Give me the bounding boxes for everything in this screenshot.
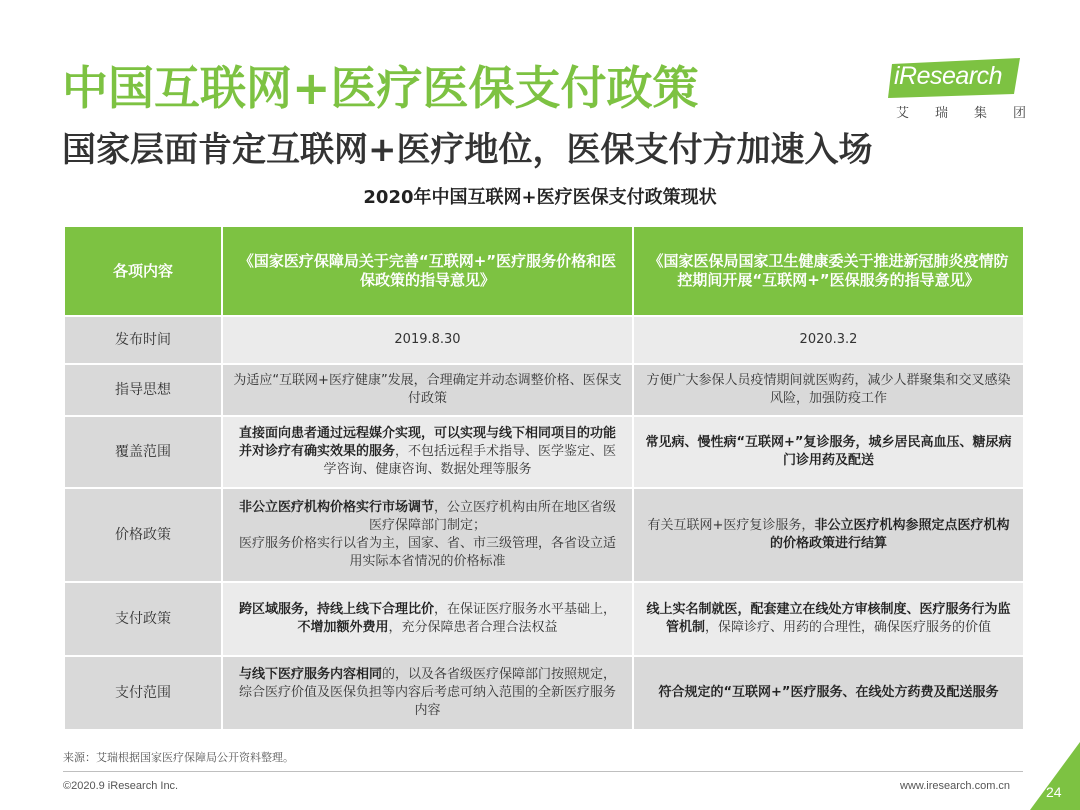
logo-sub-char: 集 [973, 106, 987, 121]
cell-policy-2019 [222, 656, 633, 730]
cell-text: 为适应“互联网+医疗健康”发展，合理确定并动态调整价格、医保支付政策 [233, 373, 622, 406]
cell-text: 有关互联网+医疗复诊服务， [647, 518, 815, 533]
cell-policy-2019 [222, 416, 633, 488]
footer-divider [63, 771, 1023, 772]
cell-policy-2019 [222, 488, 633, 582]
logo-sub-char: 艾 [896, 106, 910, 121]
cell-policy-2020 [633, 364, 1024, 416]
table-row [64, 416, 1024, 488]
cell-policy-2019 [222, 316, 633, 364]
table-row [64, 656, 1024, 730]
logo-sub-char: 瑞 [934, 106, 948, 121]
logo-sub-char: 团 [1012, 106, 1026, 121]
row-label: 支付范围 [64, 656, 222, 730]
policy-table [63, 225, 1025, 731]
cell-policy-2020 [633, 488, 1024, 582]
header-policy-2019: 《国家医疗保障局关于完善“互联网+”医疗服务价格和医保政策的指导意见》 [222, 226, 633, 316]
row-label: 发布时间 [64, 316, 222, 364]
cell-text: ，充分保障患者合理合法权益 [388, 620, 558, 635]
cell-text: 医疗服务价格实行以省为主，国家、省、市三级管理，各省设立适用实际本省情况的价格标准 [238, 536, 616, 569]
cell-text-bold: 常见病、慢性病“互联网+”复诊服务，城乡居民高血压、糖尿病门诊用药及配送 [645, 435, 1012, 468]
cell-text: 2020.3.2 [799, 332, 858, 347]
cell-text: ，不包括远程手术指导、医学鉴定、医学咨询、健康咨询、数据处理等服务 [323, 444, 617, 477]
cell-policy-2019 [222, 364, 633, 416]
source-note: 来源：艾瑞根据国家医疗保障局公开资料整理。 [63, 751, 294, 764]
cell-text-bold: 符合规定的“互联网+”医疗服务、在线处方药费及配送服务 [658, 685, 999, 700]
header-policy-2020: 《国家医保局国家卫生健康委关于推进新冠肺炎疫情防控期间开展“互联网+”医保服务的指导意见》 [633, 226, 1024, 316]
table-body [64, 316, 1024, 730]
cell-text: 的，以及各省级医疗保障部门按照规定，综合医疗价值及医保负担等内容后考虑可纳入范围的全新医疗服务内容 [238, 667, 617, 718]
cell-text-bold: 非公立医疗机构参照定点医疗机构的价格政策进行结算 [769, 518, 1010, 551]
cell-text: 方便广大参保人员疫情期间就医购药，减少人群聚集和交叉感染风险，加强防疫工作 [646, 373, 1011, 406]
cell-policy-2020 [633, 656, 1024, 730]
table-title: 2020年中国互联网+医疗医保支付政策现状 [363, 187, 717, 208]
cell-policy-2020 [633, 316, 1024, 364]
cell-text-bold: 线上实名制就医，配套建立在线处方审核制度、医疗服务行为监管机制 [646, 602, 1011, 635]
row-label: 价格政策 [64, 488, 222, 582]
cell-text: 2019.8.30 [394, 332, 461, 347]
cell-text-bold: 跨区域服务，持线上线下合理比价 [238, 602, 434, 617]
website-link[interactable]: www.iresearch.com.cn [900, 780, 1011, 792]
cell-text-bold: 与线下医疗服务内容相同 [238, 667, 382, 682]
iresearch-logo [888, 58, 1028, 128]
cell-text: ，在保证医疗服务水平基础上， [434, 602, 617, 617]
table-row [64, 582, 1024, 656]
logo-brand-text: iResearch [894, 62, 1003, 90]
copyright-text: ©2020.9 iResearch Inc. [63, 780, 179, 792]
table-row [64, 488, 1024, 582]
logo-subtitle [896, 102, 1026, 121]
page-subtitle: 国家层面肯定互联网+医疗地位，医保支付方加速入场 [62, 130, 873, 170]
cell-text-bold: 直接面向患者通过远程媒介实现，可以实现与线下相同项目的功能并对诊疗有确实效果的服务 [238, 426, 616, 459]
table-row [64, 316, 1024, 364]
page-title: 中国互联网+医疗医保支付政策 [62, 61, 699, 115]
cell-text-bold: 不增加额外费用 [297, 620, 389, 635]
row-label: 支付政策 [64, 582, 222, 656]
row-label: 覆盖范围 [64, 416, 222, 488]
header-item-column: 各项内容 [64, 226, 222, 316]
row-label: 指导思想 [64, 364, 222, 416]
cell-text: ，保障诊疗、用药的合理性，确保医疗服务的价值 [705, 620, 992, 635]
page-number: 24 [1046, 784, 1062, 800]
cell-text-bold: 非公立医疗机构价格实行市场调节 [238, 500, 434, 515]
cell-policy-2019 [222, 582, 633, 656]
cell-policy-2020 [633, 416, 1024, 488]
cell-text: ，公立医疗机构由所在地区省级医疗保障部门制定； [368, 500, 617, 533]
table-header-row [64, 226, 1024, 316]
table-row [64, 364, 1024, 416]
cell-policy-2020 [633, 582, 1024, 656]
